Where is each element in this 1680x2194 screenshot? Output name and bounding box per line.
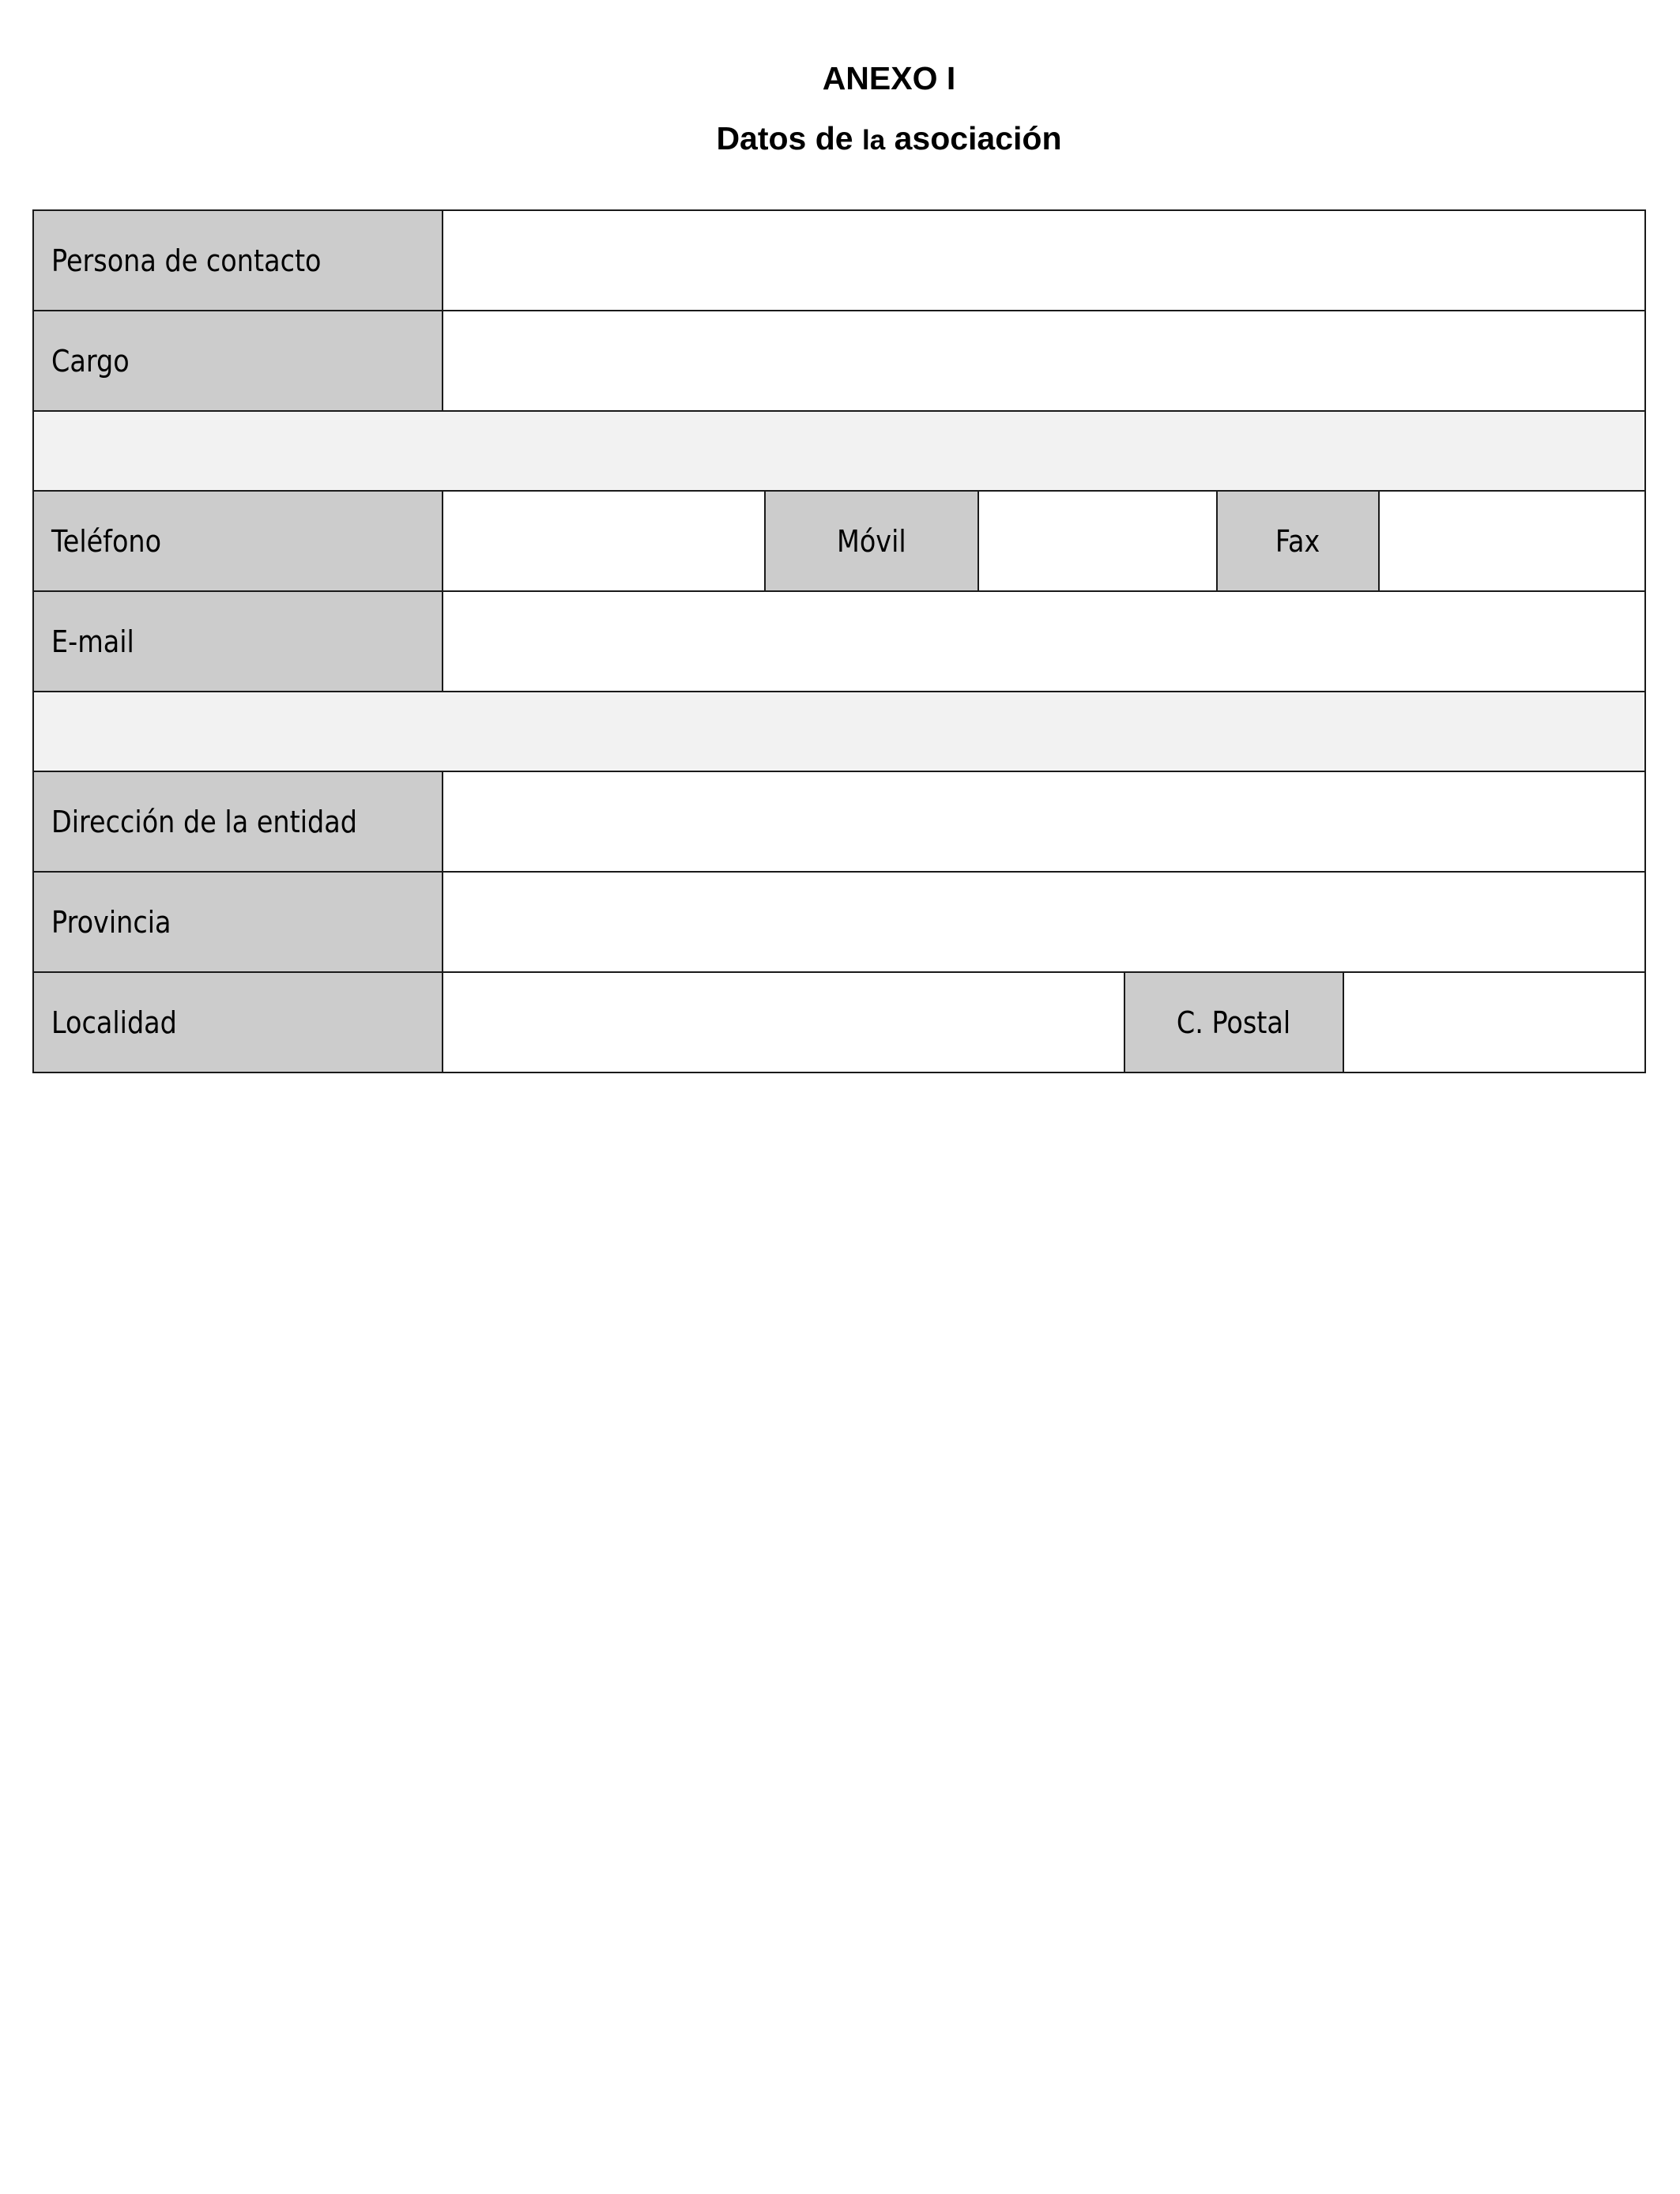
telefono-field[interactable] [443, 492, 766, 592]
row-telefono [34, 492, 1646, 592]
row-persona-contacto [34, 211, 1646, 311]
provincia-field[interactable] [443, 873, 1646, 973]
separator-cell-2 [34, 692, 1646, 772]
cargo-label: Cargo [34, 311, 443, 412]
row-direccion [34, 772, 1646, 873]
separator-row-1 [34, 412, 1646, 492]
direccion-label: Dirección de la entidad [34, 772, 443, 873]
localidad-label: Localidad [34, 973, 443, 1073]
movil-field[interactable] [979, 492, 1218, 592]
row-localidad [34, 973, 1646, 1073]
localidad-field[interactable] [443, 973, 1125, 1073]
row-cargo [34, 311, 1646, 412]
codigo-postal-field[interactable] [1344, 973, 1646, 1073]
separator-row-2 [34, 692, 1646, 772]
fax-field[interactable] [1380, 492, 1646, 592]
row-provincia [34, 873, 1646, 973]
telefono-label: Teléfono [34, 492, 443, 592]
provincia-label: Provincia [34, 873, 443, 973]
row-email [34, 592, 1646, 692]
subtitle-part-2: la [862, 125, 886, 156]
email-field[interactable] [443, 592, 1646, 692]
codigo-postal-label: C. Postal [1125, 973, 1344, 1073]
persona-contacto-field[interactable] [443, 211, 1646, 311]
annex-subtitle [0, 120, 1680, 156]
fax-label: Fax [1218, 492, 1380, 592]
cargo-field[interactable] [443, 311, 1646, 412]
direccion-field[interactable] [443, 772, 1646, 873]
persona-contacto-label: Persona de contacto [34, 211, 443, 311]
email-label: E-mail [34, 592, 443, 692]
separator-cell-1 [34, 412, 1646, 492]
subtitle-part-3: asociación [885, 120, 1062, 156]
annex-title: ANEXO I [822, 60, 956, 96]
movil-label: Móvil [766, 492, 979, 592]
subtitle-part-1: Datos de [716, 120, 862, 156]
association-data-form [32, 209, 1646, 1073]
